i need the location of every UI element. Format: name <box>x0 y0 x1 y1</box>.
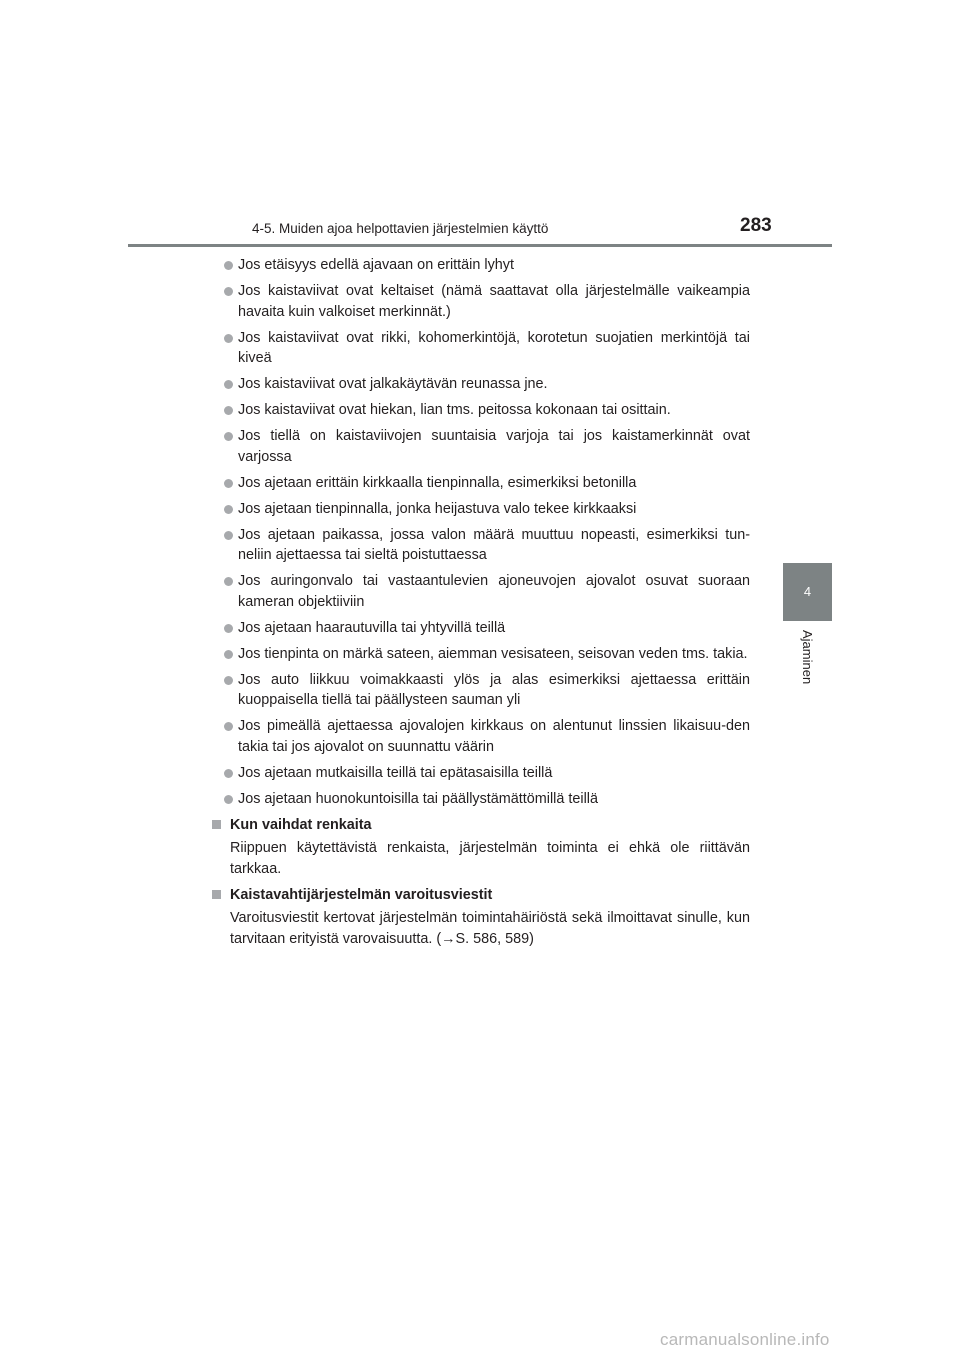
square-bullet-icon <box>212 890 221 899</box>
bullet-icon <box>224 769 233 778</box>
list-item <box>212 644 750 665</box>
list-item <box>212 426 750 467</box>
page-number: 283 <box>740 215 772 236</box>
note-title: Kaistavahtijärjestelmän varoitusviestit <box>230 886 493 903</box>
bullet-icon <box>224 650 233 659</box>
chapter-label: Ajaminen <box>800 630 815 685</box>
list-item-text: Jos ajetaan haarautuvilla tai yhtyvillä teillä <box>238 619 506 636</box>
bullet-icon <box>224 624 233 633</box>
list-item <box>212 499 750 520</box>
list-item <box>212 670 750 711</box>
list-item <box>212 400 750 421</box>
bullet-icon <box>224 577 233 586</box>
bullet-icon <box>224 722 233 731</box>
chapter-number: 4 <box>803 584 812 599</box>
list-item-text: Jos kaistaviivat ovat rikki, kohomerkintöjä, korotetun suojatien merkintöjä tai kiveä <box>238 329 750 366</box>
bullet-icon <box>224 795 233 804</box>
list-item-text: Jos auringonvalo tai vastaantulevien ajoneuvojen ajovalot osuvat suoraan kameran objektiiviin <box>238 573 750 610</box>
bullet-icon <box>224 432 233 441</box>
list-item-text: Jos kaistaviivat ovat keltaiset (nämä saattavat olla järjestelmälle vaikeampia havaita kuin valkoiset merkinnät.) <box>238 283 750 320</box>
list-item <box>212 618 750 639</box>
page-content <box>212 255 750 955</box>
list-item-text: Jos auto liikkuu voimakkaasti ylös ja alas esimerkiksi ajettaessa erittäin kuoppaisella tiellä tai päällysteen sauman yli <box>238 671 750 708</box>
bullet-icon <box>224 334 233 343</box>
list-item <box>212 473 750 494</box>
list-item-text: Jos ajetaan erittäin kirkkaalla tienpinnalla, esimerkiksi betonilla <box>238 474 637 491</box>
bullet-icon <box>224 531 233 540</box>
bullet-icon <box>224 479 233 488</box>
bullet-icon <box>224 261 233 270</box>
chapter-tab <box>783 563 832 621</box>
list-item <box>212 374 750 395</box>
note-section-tires <box>212 815 750 880</box>
list-item-text: Jos pimeällä ajettaessa ajovalojen kirkkaus on alentunut linssien likaisuu-den takia tai jos ajovalot on suunnattu väärin <box>238 718 750 755</box>
list-item-text: Jos ajetaan tienpinnalla, jonka heijastuva valo tekee kirkkaaksi <box>238 500 637 517</box>
square-bullet-icon <box>212 820 221 829</box>
section-title: 4-5. Muiden ajoa helpottavien järjestelmien käyttö <box>252 221 549 236</box>
list-item-text: Jos kaistaviivat ovat hiekan, lian tms. peitossa kokonaan tai osittain. <box>238 402 671 418</box>
list-item <box>212 789 750 810</box>
bullet-icon <box>224 676 233 685</box>
note-section-warnings <box>212 885 750 950</box>
list-item <box>212 328 750 369</box>
list-item <box>212 716 750 757</box>
list-item-text: Jos tiellä on kaistaviivojen suuntaisia varjoja tai jos kaistamerkinnät ovat varjossa <box>238 428 750 465</box>
note-body: Riippuen käytettävistä renkaista, järjestelmän toiminta ei ehkä ole riittävän tarkkaa. <box>230 840 750 877</box>
list-item <box>212 525 750 566</box>
list-item-text: Jos tienpinta on märkä sateen, aiemman vesisateen, seisovan veden tms. takia. <box>238 645 748 662</box>
list-item-text: Jos ajetaan mutkaisilla teillä tai epätasaisilla teillä <box>238 764 553 781</box>
list-item-text: Jos etäisyys edellä ajavaan on erittäin lyhyt <box>238 257 514 273</box>
list-item <box>212 281 750 322</box>
bullet-icon <box>224 505 233 514</box>
bullet-icon <box>224 380 233 389</box>
bullet-icon <box>224 287 233 296</box>
note-title: Kun vaihdat renkaita <box>230 816 372 833</box>
list-item-text: Jos ajetaan huonokuntoisilla tai päällystämättömillä teillä <box>238 790 598 807</box>
list-item <box>212 763 750 784</box>
bullet-icon <box>224 406 233 415</box>
watermark: carmanualsonline.info <box>660 1330 830 1349</box>
note-body: Varoitusviestit kertovat järjestelmän toimintahäiriöstä sekä ilmoittavat sinulle, kun tarvitaan erityistä varovaisuutta. (→S. 586, 589) <box>230 910 750 947</box>
list-item <box>212 571 750 612</box>
list-item-text: Jos ajetaan paikassa, jossa valon määrä muuttuu nopeasti, esimerkiksi tun-neliin ajettaessa tai sieltä poistuttaessa <box>238 526 750 563</box>
list-item <box>212 255 750 276</box>
header-divider <box>128 244 832 247</box>
list-item-text: Jos kaistaviivat ovat jalkakäytävän reunassa jne. <box>238 376 548 392</box>
